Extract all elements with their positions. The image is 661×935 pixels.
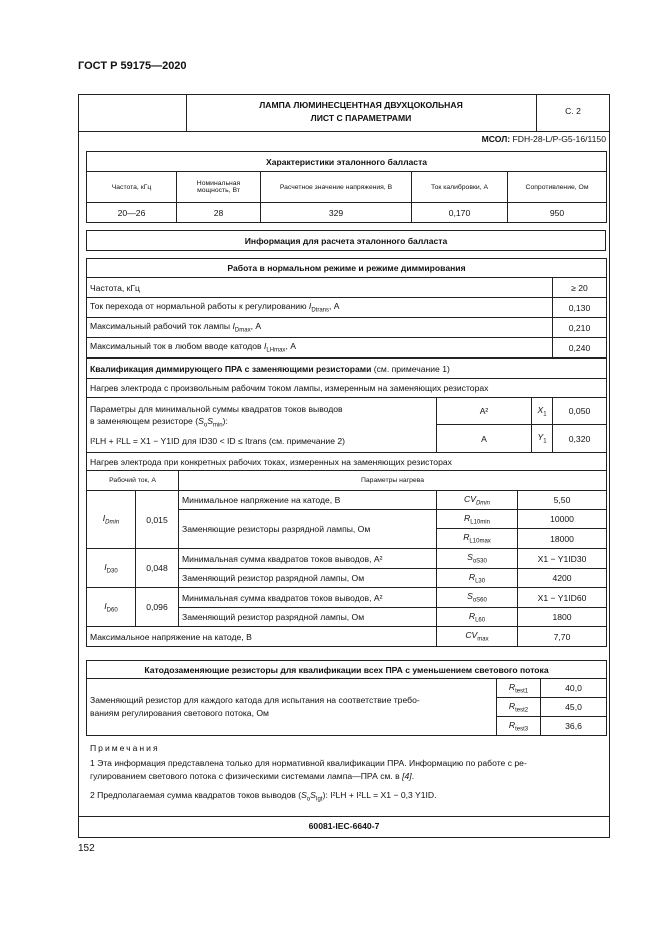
param-ilhmax-value: 0,240 [553, 338, 607, 358]
y1-symbol: $Y_1$ [532, 425, 553, 453]
id30-row2-value: 4200 [518, 569, 607, 588]
calc-title: Информация для расчета эталонного балласта [87, 231, 606, 251]
idmin-row2-label: Заменяющие резисторы разрядной лампы, Ом [179, 510, 437, 549]
doc-code: 60081-IEC-6640-7 [308, 821, 380, 831]
ballast-voltage: 329 [261, 203, 412, 223]
page-number: 152 [78, 843, 95, 854]
sheet-title-line2: ЛИСТ С ПАРАМЕТРАМИ [310, 113, 412, 123]
ballast-col-current: Ток калибровки, А [412, 172, 508, 203]
header-bottom-rule [78, 131, 610, 132]
standard-number: ГОСТ Р 59175—2020 [78, 60, 187, 72]
max-voltage-symbol: $CV_{max}$ [437, 627, 518, 647]
cathode-title: Катодозаменяющие резисторы для квалификации всех ПРА с уменьшением светового потока [87, 661, 607, 679]
ballast-frequency: 20—26 [87, 203, 177, 223]
id60-symbol: $I_{D60}$ [87, 588, 136, 627]
rtest1-value: 40,0 [541, 679, 607, 698]
id60-row2-symbol: $R_{L60}$ [437, 608, 518, 627]
id60-row1-symbol: $S_{oS60}$ [437, 588, 518, 608]
idmin-symbol: $I_{Dmin}$ [87, 491, 136, 549]
y1-unit: A [437, 425, 532, 453]
idmin-row2-symbol: $R_{L10min}$ [437, 510, 518, 529]
qualification-table [86, 358, 607, 647]
rtest2-value: 45,0 [541, 698, 607, 717]
id30-row1-symbol: $S_{oS30}$ [437, 549, 518, 569]
rtest3-symbol: $R_{test3}$ [497, 717, 541, 736]
y1-value: 0,320 [553, 425, 607, 453]
rtest1-symbol: $R_{test1}$ [497, 679, 541, 698]
mcol-line [78, 134, 606, 144]
id30-row2-label: Заменяющий резистор разрядной лампы, Ом [179, 569, 437, 588]
ballast-col-resistance: Сопротивление, Ом [508, 172, 607, 203]
x1-unit: A² [437, 398, 532, 425]
normal-mode-table [86, 258, 607, 358]
ballast-col-power: Номинальная мощность, Вт [177, 172, 261, 203]
heating-arbitrary-title: Нагрев электрода с произвольным рабочим током лампы, измеренным на заменяющих резисторах [87, 379, 607, 398]
param-itrans-label: Ток перехода от нормальной работы к регулированию $I_{Dtrans}$, А [87, 298, 553, 318]
id30-row1-value: X1 − Y1ID30 [518, 549, 607, 569]
ballast-col-frequency: Частота, кГц [87, 172, 177, 203]
x1-value: 0,050 [553, 398, 607, 425]
min-sum-formula: I²LH + I²LL = X1 − Y1ID для ID30 < ID ≤ Itrans (см. примечание 2) [90, 436, 346, 447]
rtest3-value: 36,6 [541, 717, 607, 736]
note-2: 2 Предполагаемая сумма квадратов токов выводов $(S_oS_{Igt})$: I²LH + I²LL = X1 − 0,3 Y1ID. [90, 790, 437, 803]
param-idmax-value: 0,210 [553, 318, 607, 338]
param-ilhmax-label: Максимальный ток в любом вводе катодов $I_{LHmax}$, А [87, 338, 553, 358]
sheet-title-line1: ЛАМПА ЛЮМИНЕСЦЕНТНАЯ ДВУХЦОКОЛЬНАЯ [259, 100, 463, 110]
ballast-title: Характеристики эталонного балласта [87, 152, 607, 172]
id30-current: 0,048 [136, 549, 179, 588]
sheet-page-label: С. 2 [565, 106, 581, 116]
ballast-col-voltage: Расчетное значение напряжения, В [261, 172, 412, 203]
notes-block [90, 742, 604, 807]
id60-row2-value: 1800 [518, 608, 607, 627]
ballast-power: 28 [177, 203, 261, 223]
notes-heading: Примечания [90, 743, 160, 753]
param-itrans-value: 0,130 [553, 298, 607, 318]
id30-symbol: $I_{D30}$ [87, 549, 136, 588]
x1-symbol: $X_1$ [532, 398, 553, 425]
idmin-row3-symbol: $R_{L10max}$ [437, 529, 518, 549]
id30-row1-label: Минимальная сумма квадратов токов выводов, A² [179, 549, 437, 569]
mcol-value: FDH-28-L/P-G5-16/1150 [512, 134, 606, 144]
idmin-row2-value: 10000 [518, 510, 607, 529]
calc-title-table [86, 230, 606, 251]
cathode-table [86, 660, 607, 736]
min-sum-params-text: Параметры для минимальной суммы квадратов токов выводов в заменяющем резисторе $(S_oS_{min})$: I²LH + I²LL = X1 − Y1ID для ID30 < ID ≤ Itrans (см. примечание 2) [87, 398, 437, 453]
footer-rule [78, 816, 610, 817]
heating-specific-title: Нагрев электрода при конкретных рабочих токах, измеренных на заменяющих резисторах [87, 453, 607, 471]
ballast-resistance: 950 [508, 203, 607, 223]
qualification-title: Квалификация диммирующего ПРА с заменяющими резисторами (см. примечание 1) [87, 359, 607, 379]
ballast-current: 0,170 [412, 203, 508, 223]
id60-current: 0,096 [136, 588, 179, 627]
idmin-row1-value: 5,50 [518, 491, 607, 510]
id60-row1-value: X1 − Y1ID60 [518, 588, 607, 608]
sheet-title [186, 99, 536, 125]
max-voltage-value: 7,70 [518, 627, 607, 647]
param-frequency-label: Частота, кГц [87, 278, 553, 298]
mcol-label: МСОЛ: [481, 134, 511, 144]
col-operating-current: Рабочий ток, А [87, 471, 179, 491]
normal-mode-title: Работа в нормальном режиме и режиме диммирования [87, 259, 607, 278]
rtest2-symbol: $R_{test2}$ [497, 698, 541, 717]
id60-row1-label: Минимальная сумма квадратов токов выводов, A² [179, 588, 437, 608]
id30-row2-symbol: $R_{L30}$ [437, 569, 518, 588]
max-voltage-label: Максимальное напряжение на катоде, В [87, 627, 437, 647]
param-frequency-value: ≥ 20 [553, 278, 607, 298]
id60-row2-label: Заменяющий резистор разрядной лампы, Ом [179, 608, 437, 627]
ballast-table [86, 151, 607, 223]
note-1: 1 Эта информация представлена только для нормативной квалификации ПРА. Информацию по работе с ре- гулированием светового потока с физическими системами лампа—ПРА см. в [4]. [90, 758, 527, 781]
col-heating-params: Параметры нагрева [179, 471, 607, 491]
idmin-current: 0,015 [136, 491, 179, 549]
param-idmax-label: Максимальный рабочий ток лампы $I_{Dmax}$, А [87, 318, 553, 338]
idmin-row1-symbol: $CV_{Dmin}$ [437, 491, 518, 510]
cathode-label: Заменяющий резистор для каждого катода для испытания на соответствие требо- ваниям регулирования светового потока, Ом [87, 679, 497, 736]
idmin-row1-label: Минимальное напряжение на катоде, В [179, 491, 437, 510]
idmin-row3-value: 18000 [518, 529, 607, 549]
